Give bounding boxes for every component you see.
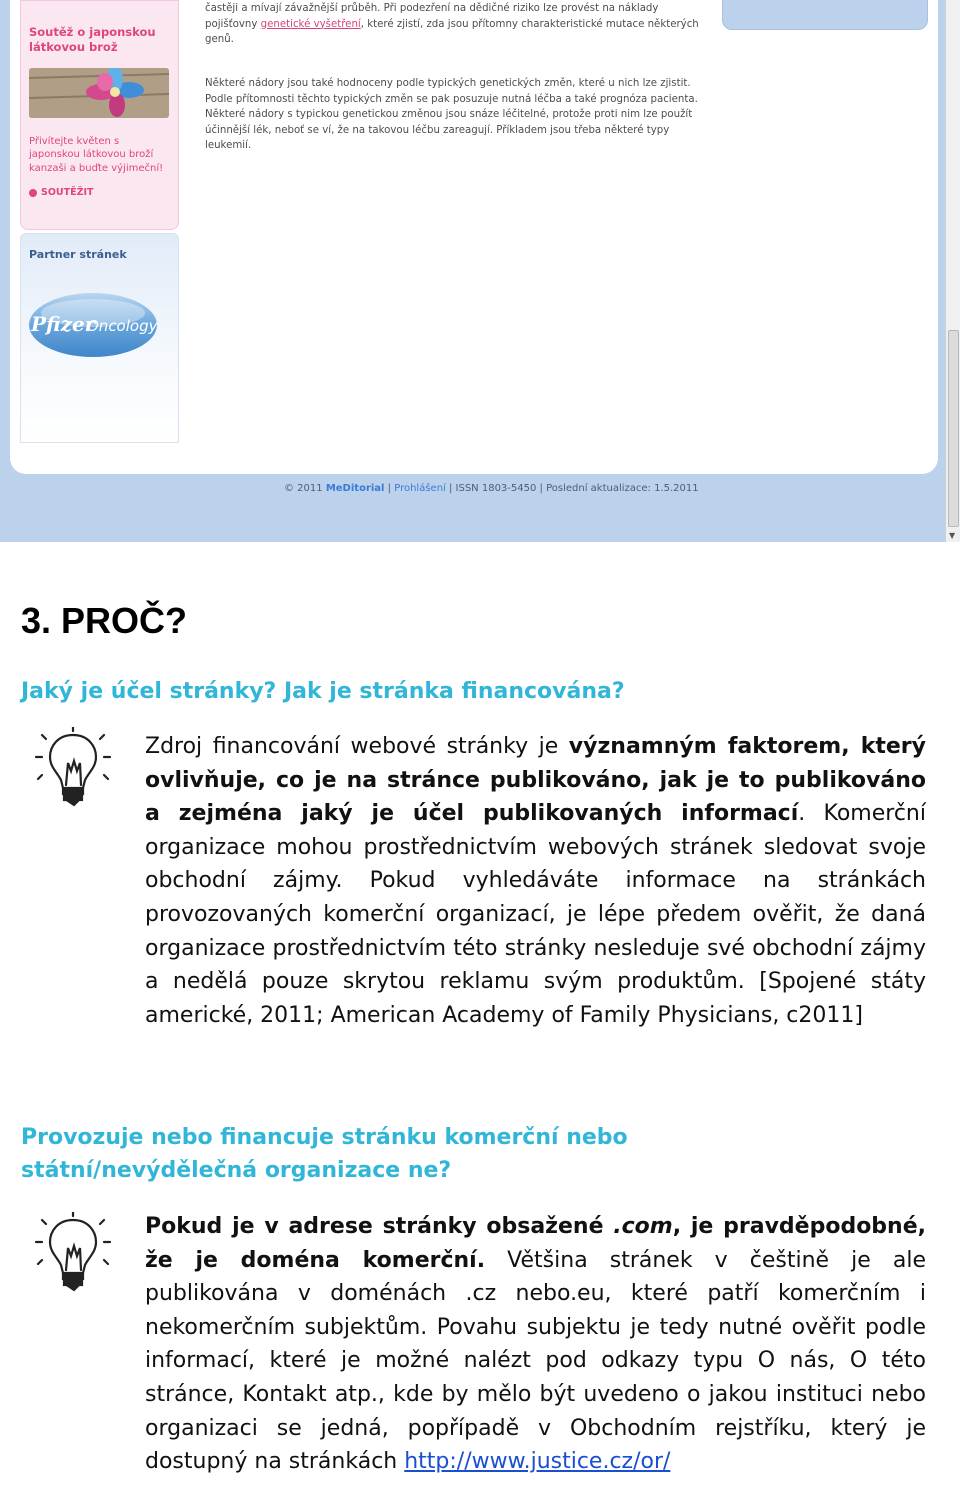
contest-text: Přivítejte květen s japonskou látkovou broží kanzaši a buďte výjimeční! [29,136,164,174]
partner-title: Partner stránek [29,248,127,261]
paragraph-funding [145,730,926,1032]
footer-separator: | [384,483,395,494]
genetic-test-link[interactable]: genetické vyšetření [260,18,361,30]
screenshot-scrollbar[interactable] [945,0,960,542]
paragraph-rest: Většina stránek v češtině je ale publikována v doménách .cz nebo.eu, které patří komerčním i nekomerčním subjektům. Povahu subjektu je tedy nutné ověřit podle informací, které je možné nalézt pod odkazy typu O nás, O této stránce, Kontakt atp., kde by mělo být uvedeno o jakou instituci nebo organizaci se jedná, popřípadě v Obchodním rejstříku, který je dostupný na stránkách [145,1247,926,1475]
paragraph-lead: Zdroj financování webové stránky je [145,734,569,759]
logo-sub-text: Oncology [87,317,158,335]
paragraph-bold: , je pravděpodobné, že je doména komerční. [145,1214,926,1273]
contest-link-label: SOUTĚŽIT [41,187,94,198]
footer-statement-link[interactable]: Prohlášení [394,483,446,494]
footer-info: | ISSN 1803-5450 | Poslední aktualizace: 1.5.2011 [445,483,699,494]
article-text-part: , které zjistí, zda jsou přítomny charakteristické mutace některých genů. [205,18,699,45]
domain-com: .com [613,1214,673,1239]
embedded-website-screenshot [0,0,960,542]
subheading-commercial: Provozuje nebo financuje stránku komerční nebo státní/nevýdělečná organizace ne? [21,1125,628,1183]
website-top-right-bar [722,0,928,30]
paragraph-bold: Pokud je v adrese stránky obsažené [145,1214,614,1239]
article-text-part: častěji a mívají závažnější průběh. Při podezření na dědičné riziko lze provést na náklady pojišťovny [205,3,659,30]
lightbulb-icon [34,727,112,807]
footer-brand-link[interactable]: MeDitorial [325,483,385,494]
website-footer [284,483,699,494]
contest-title: Soutěž o japonskou látkovou brož [29,25,156,54]
brooch-image-icon [29,68,169,118]
lightbulb-icon [34,1212,112,1292]
pfizer-oncology-logo-icon[interactable] [27,291,159,359]
section-heading: 3. PROČ? [21,600,188,641]
footer-copyright: © 2011 [284,483,323,494]
justice-register-link[interactable]: http://www.justice.cz/or/ [404,1449,671,1475]
contest-link[interactable] [29,187,94,198]
partner-box [20,233,179,443]
article-text-top [205,1,705,48]
logo-main-text: Pfizer [31,312,96,336]
paragraph-bold: významným faktorem, který ovlivňuje, co je na stránce publikováno, jak je to publikováno a zejména jaký je účel publikovaných informací [145,734,926,827]
bullet-icon [29,189,37,197]
paragraph-domain [145,1210,926,1479]
scroll-down-arrow-icon[interactable]: ▼ [949,531,956,540]
scrollbar-thumb[interactable] [948,330,959,527]
subheading-purpose: Jaký je účel stránky? Jak je stránka financována? [21,679,625,704]
article-text-genetic: Některé nádory jsou také hodnoceny podle typických genetických změn, které u nich lze zjistit. Podle přítomnosti těchto typických změn se pak posuzuje nutná léčba a také prognóza pacienta. Některé nádory s typickou genetickou změnou jsou snáze léčitelné, protože proti nim lze použít účinnější lék, neboť se ví, že na takovou léčbu zareagují. Příkladem jsou třeba některé typy leukemií. [205,78,698,151]
paragraph-rest: . Komerční organizace mohou prostřednictvím webových stránek sledovat svoje obchodní zájmy. Pokud vyhledáváte informace na stránkách provozovaných komerční organizací, je lépe předem ověřit, že daná organizace prostřednictvím této stránky nesleduje své obchodní zájmy a nedělá pouze skrytou reklamu svým produktům. [Spojené státy americké, 2011; American Academy of Family Physicians, c2011] [145,801,926,1028]
brooch-photo [29,68,169,118]
contest-promo-box[interactable] [20,0,179,230]
